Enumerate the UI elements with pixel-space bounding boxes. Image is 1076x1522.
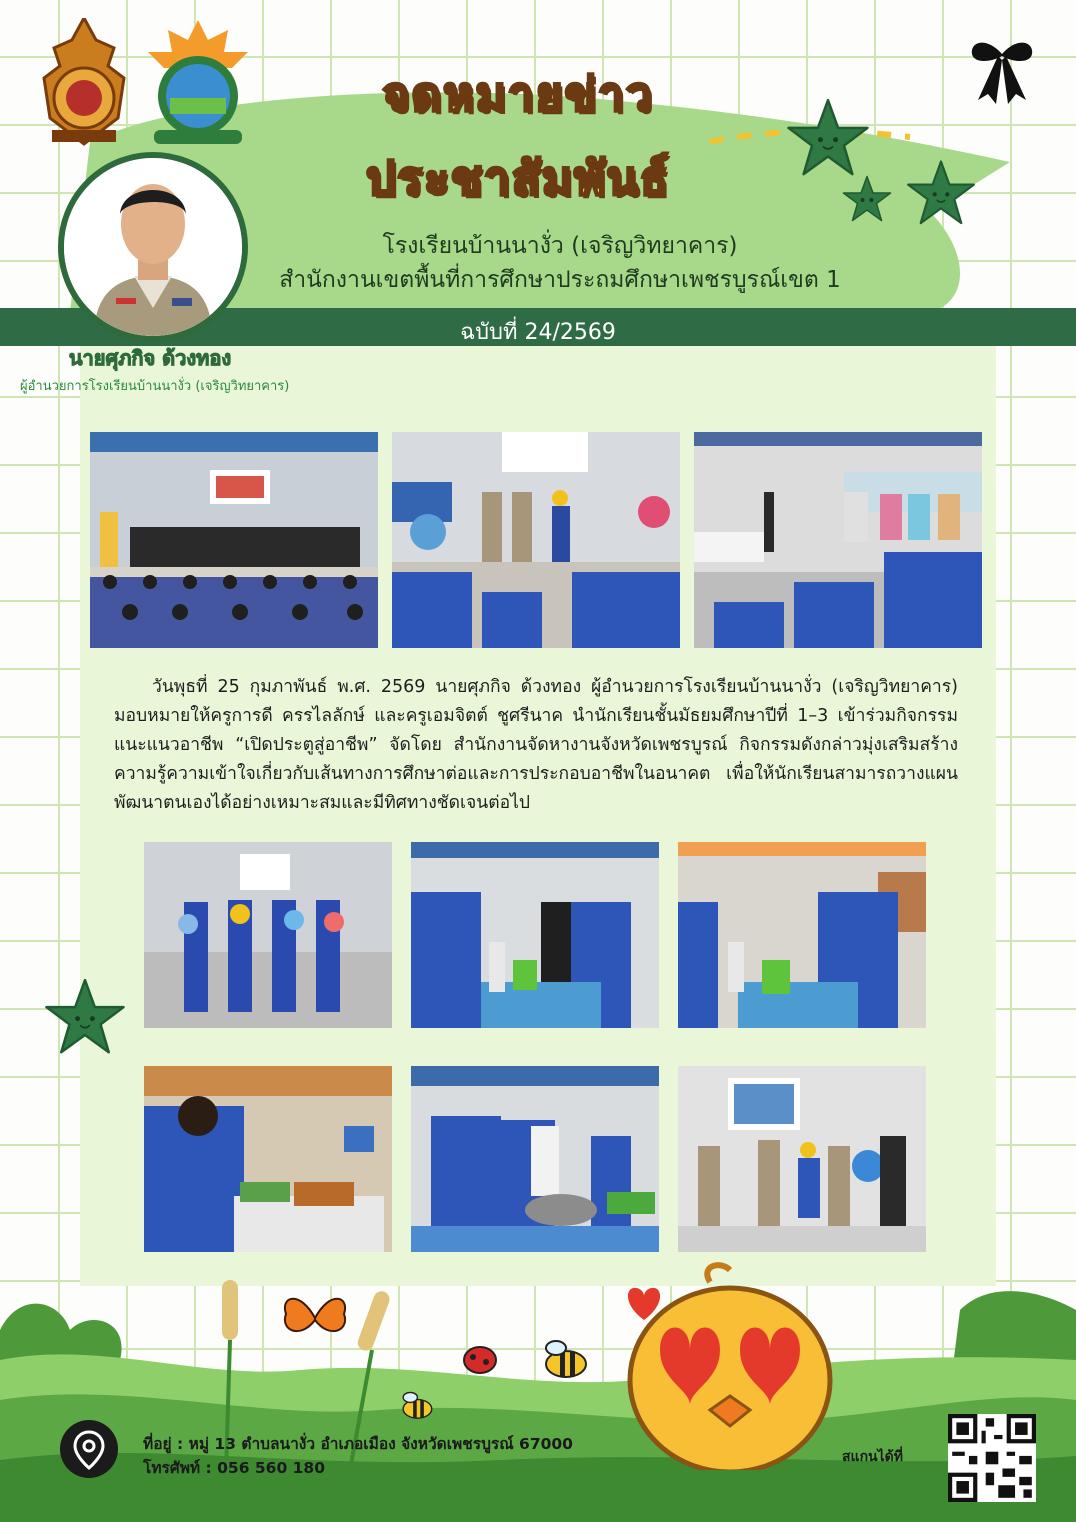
article-body: วันพุธที่ 25 กุมภาพันธ์ พ.ศ. 2569 นายศุภกิจ ด้วงทอง ผู้อำนวยการโรงเรียนบ้านนางั่ว (เจริญวิทยาคาร) มอบหมายให้ครูการดี ครรไลลักษ์ และครูเอมจิตต์ ชูศรีนาค นำนักเรียนชั้นมัธยมศึกษาปีที่ 1–3 เข้าร่วมกิจกรรมแนะแนวอาชีพ “เปิดประตูสู่อาชีพ” จัดโดย สำนักงานจัดหางานจังหวัดเพชรบูรณ์ กิจกรรมดังกล่าวมุ่งเสริมสร้างความรู้ความเข้าใจเกี่ยวกับเส้นทางการศึกษาต่อและการประกอบอาชีพในอนาคต เพื่อให้นักเรียนสามารถวางแผนพัฒนาตนเองได้อย่างเหมาะสมและมีทิศทางชัดเจนต่อไป [114, 677, 958, 813]
issue-number: ฉบับที่ 24/2569 [460, 320, 616, 345]
activity-photo [694, 432, 982, 648]
heart-icon [622, 1284, 666, 1324]
director-name: นายศุภกิจ ด้วงทอง [68, 346, 232, 370]
bee-icon [396, 1390, 436, 1422]
footer-foliage [0, 1270, 1076, 1522]
bee-icon [536, 1338, 592, 1382]
activity-photo [411, 842, 659, 1028]
butterfly-icon [280, 1290, 350, 1346]
school-name: โรงเรียนบ้านนางั่ว (เจริญวิทยาคาร) [382, 233, 738, 259]
star-icon [44, 976, 126, 1058]
activity-photo [144, 842, 392, 1028]
activity-photo [678, 1066, 926, 1252]
ladybug-icon [460, 1340, 500, 1376]
location-pin-icon [60, 1420, 118, 1478]
director-portrait [58, 152, 248, 342]
activity-photo [90, 432, 378, 648]
address-text: ที่อยู่ : หมู่ 13 ตำบลนางั่ว อำเภอเมือง จังหวัดเพชรบูรณ์ 67000 [143, 1435, 573, 1453]
education-office-name: สำนักงานเขตพื้นที่การศึกษาประถมศึกษาเพชรบูรณ์เขต 1 [279, 267, 841, 293]
activity-photo [144, 1066, 392, 1252]
newsletter-title-line2: ประชาสัมพันธ์ [366, 151, 670, 205]
activity-photo [392, 432, 680, 648]
scan-label: สแกนได้ที่ [842, 1449, 903, 1465]
director-title: ผู้อำนวยการโรงเรียนบ้านนางั่ว (เจริญวิทยาคาร) [20, 379, 290, 394]
qr-code-icon[interactable] [948, 1414, 1036, 1502]
activity-photo [678, 842, 926, 1028]
phone-text: โทรศัพท์ : 056 560 180 [143, 1459, 325, 1477]
contact-info [143, 1432, 573, 1480]
activity-photo [411, 1066, 659, 1252]
newsletter-title-line1: จดหมายข่าว [382, 67, 654, 121]
